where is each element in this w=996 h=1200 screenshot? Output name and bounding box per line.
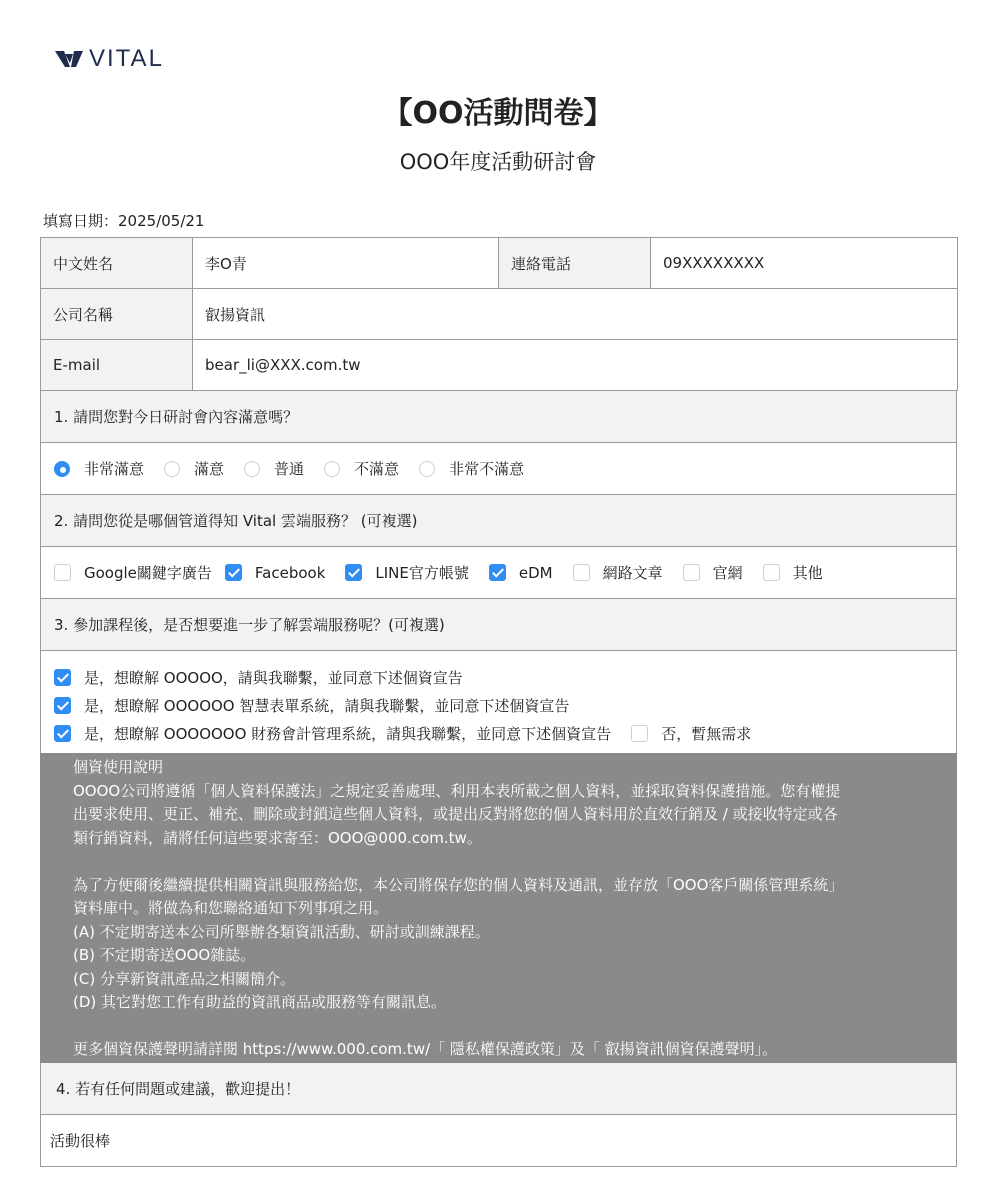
q1-option-label: 不滿意 [354, 460, 400, 478]
privacy-line: (C) 分享新資訊產品之相關簡介。 [73, 969, 295, 988]
vital-logo-icon [55, 48, 85, 70]
radio-icon[interactable] [324, 461, 340, 477]
checkbox-icon[interactable] [763, 564, 780, 581]
privacy-line: (B) 不定期寄送OOO雜誌。 [73, 946, 256, 964]
radio-icon[interactable] [164, 461, 180, 477]
q2-option[interactable] [489, 564, 553, 582]
fill-date [43, 210, 204, 231]
privacy-line: (A) 不定期寄送本公司所舉辦各類資訊活動、研討或訓練課程。 [73, 922, 490, 941]
contact-info-table [40, 237, 958, 391]
q1-option-label: 非常不滿意 [449, 460, 525, 478]
email-label: E-mail [41, 340, 193, 391]
fill-date-value: 2025/05/21 [118, 212, 205, 230]
checkbox-checked-icon[interactable] [54, 669, 71, 686]
brand-logo [55, 45, 164, 73]
privacy-line: OOOO公司將遵循「個人資料保護法」之規定妥善處理、利用本表所載之個人資料，並採取資料保護措施。您有權提 [73, 781, 841, 800]
q2-option[interactable] [763, 562, 823, 583]
q2-option[interactable] [683, 562, 743, 583]
q1-option[interactable] [419, 458, 524, 479]
company-field[interactable]: 叡揚資訊 [193, 289, 958, 340]
name-field[interactable]: 李O青 [193, 238, 499, 289]
q3-option-label: 是，想瞭解 OOOOOOO 財務會計管理系統，請與我聯繫，並同意下述個資宣告 [84, 724, 612, 743]
q3-option[interactable] [54, 691, 943, 719]
privacy-title: 個資使用說明 [73, 758, 164, 776]
q2-option[interactable] [345, 562, 468, 583]
privacy-line: 更多個資保護聲明請詳閱 https://www.000.com.tw/「 隱私權保護政策」及「 叡揚資訊個資保護聲明」。 [73, 1040, 778, 1058]
privacy-line: (D) 其它對您工作有助益的資訊商品或服務等有關訊息。 [73, 993, 447, 1011]
email-field[interactable]: bear_li@XXX.com.tw [193, 340, 958, 391]
q3-options [40, 651, 957, 753]
radio-selected-icon[interactable] [54, 461, 70, 477]
suggestion-field[interactable]: 活動很棒 [40, 1115, 957, 1167]
checkbox-checked-icon[interactable] [225, 564, 242, 581]
q2-option-label: 官網 [712, 564, 743, 582]
q1-option[interactable] [164, 458, 224, 479]
question-2: 2. 請問您從是哪個管道得知 Vital 雲端服務？ (可複選) [40, 495, 957, 547]
q2-option-label: 網路文章 [602, 564, 663, 582]
q1-option-label: 滿意 [194, 460, 225, 478]
q1-option[interactable] [244, 458, 304, 479]
question-3: 3. 參加課程後，是否想要進一步了解雲端服務呢？(可複選) [40, 599, 957, 651]
q3-option-no[interactable] [631, 723, 751, 744]
q1-option-label: 普通 [274, 460, 305, 478]
q1-option-label: 非常滿意 [84, 460, 145, 478]
privacy-notice [40, 753, 957, 1063]
q2-option[interactable] [54, 562, 212, 583]
page-title: 【OO活動問卷】 [382, 96, 614, 131]
company-label: 公司名稱 [41, 289, 193, 340]
q2-option-label: eDM [518, 563, 553, 582]
checkbox-icon[interactable] [683, 564, 700, 581]
name-label: 中文姓名 [41, 238, 193, 289]
radio-icon[interactable] [419, 461, 435, 477]
question-4: 4. 若有任何問題或建議，歡迎提出！ [40, 1063, 957, 1115]
checkbox-icon[interactable] [573, 564, 590, 581]
q3-option-label: 否，暫無需求 [661, 724, 752, 743]
fill-date-label: 填寫日期： [43, 212, 119, 230]
q1-option[interactable] [324, 458, 399, 479]
q2-option-label: LINE官方帳號 [375, 564, 469, 582]
q1-option[interactable] [54, 458, 144, 479]
q2-options [40, 547, 957, 599]
privacy-line: 資料庫中。將做為和您聯絡通知下列事項之用。 [73, 899, 389, 917]
q2-option-label: Facebook [254, 563, 326, 582]
q2-option[interactable] [573, 562, 663, 583]
phone-field[interactable]: 09XXXXXXXX [651, 238, 958, 289]
q2-option-label: 其他 [792, 564, 823, 582]
q1-options [40, 443, 957, 495]
page-subtitle: OOO年度活動研討會 [399, 150, 597, 174]
checkbox-icon[interactable] [631, 725, 648, 742]
privacy-line: 類行銷資料，請將任何這些要求寄至：OOO@000.com.tw。 [73, 828, 482, 847]
checkbox-checked-icon[interactable] [489, 564, 506, 581]
q3-option-label: 是，想瞭解 OOOOOO 智慧表單系統，請與我聯繫，並同意下述個資宣告 [84, 696, 570, 715]
checkbox-checked-icon[interactable] [345, 564, 362, 581]
brand-name: VITAL [89, 45, 164, 72]
checkbox-icon[interactable] [54, 564, 71, 581]
privacy-line: 出要求使用、更正、補充、刪除或封鎖這些個人資料，或提出反對將您的個人資料用於直效行銷及 / 或接收特定或各 [73, 805, 838, 823]
q2-option[interactable] [225, 564, 325, 582]
q3-option-label: 是，想瞭解 OOOOO，請與我聯繫，並同意下述個資宣告 [84, 668, 463, 687]
privacy-line: 為了方便爾後繼續提供相關資訊與服務給您，本公司將保存您的個人資料及通訊，並存放「OOO客戶關係管理系統」 [73, 875, 844, 894]
radio-icon[interactable] [244, 461, 260, 477]
phone-label: 連絡電話 [499, 238, 651, 289]
question-1: 1. 請問您對今日研討會內容滿意嗎？ [40, 391, 957, 443]
survey-form [40, 237, 957, 1167]
q3-option[interactable] [54, 663, 943, 691]
q3-option-row [54, 719, 943, 747]
q2-option-label: Google關鍵字廣告 [84, 564, 212, 582]
checkbox-checked-icon[interactable] [54, 697, 71, 714]
checkbox-checked-icon[interactable] [54, 725, 71, 742]
